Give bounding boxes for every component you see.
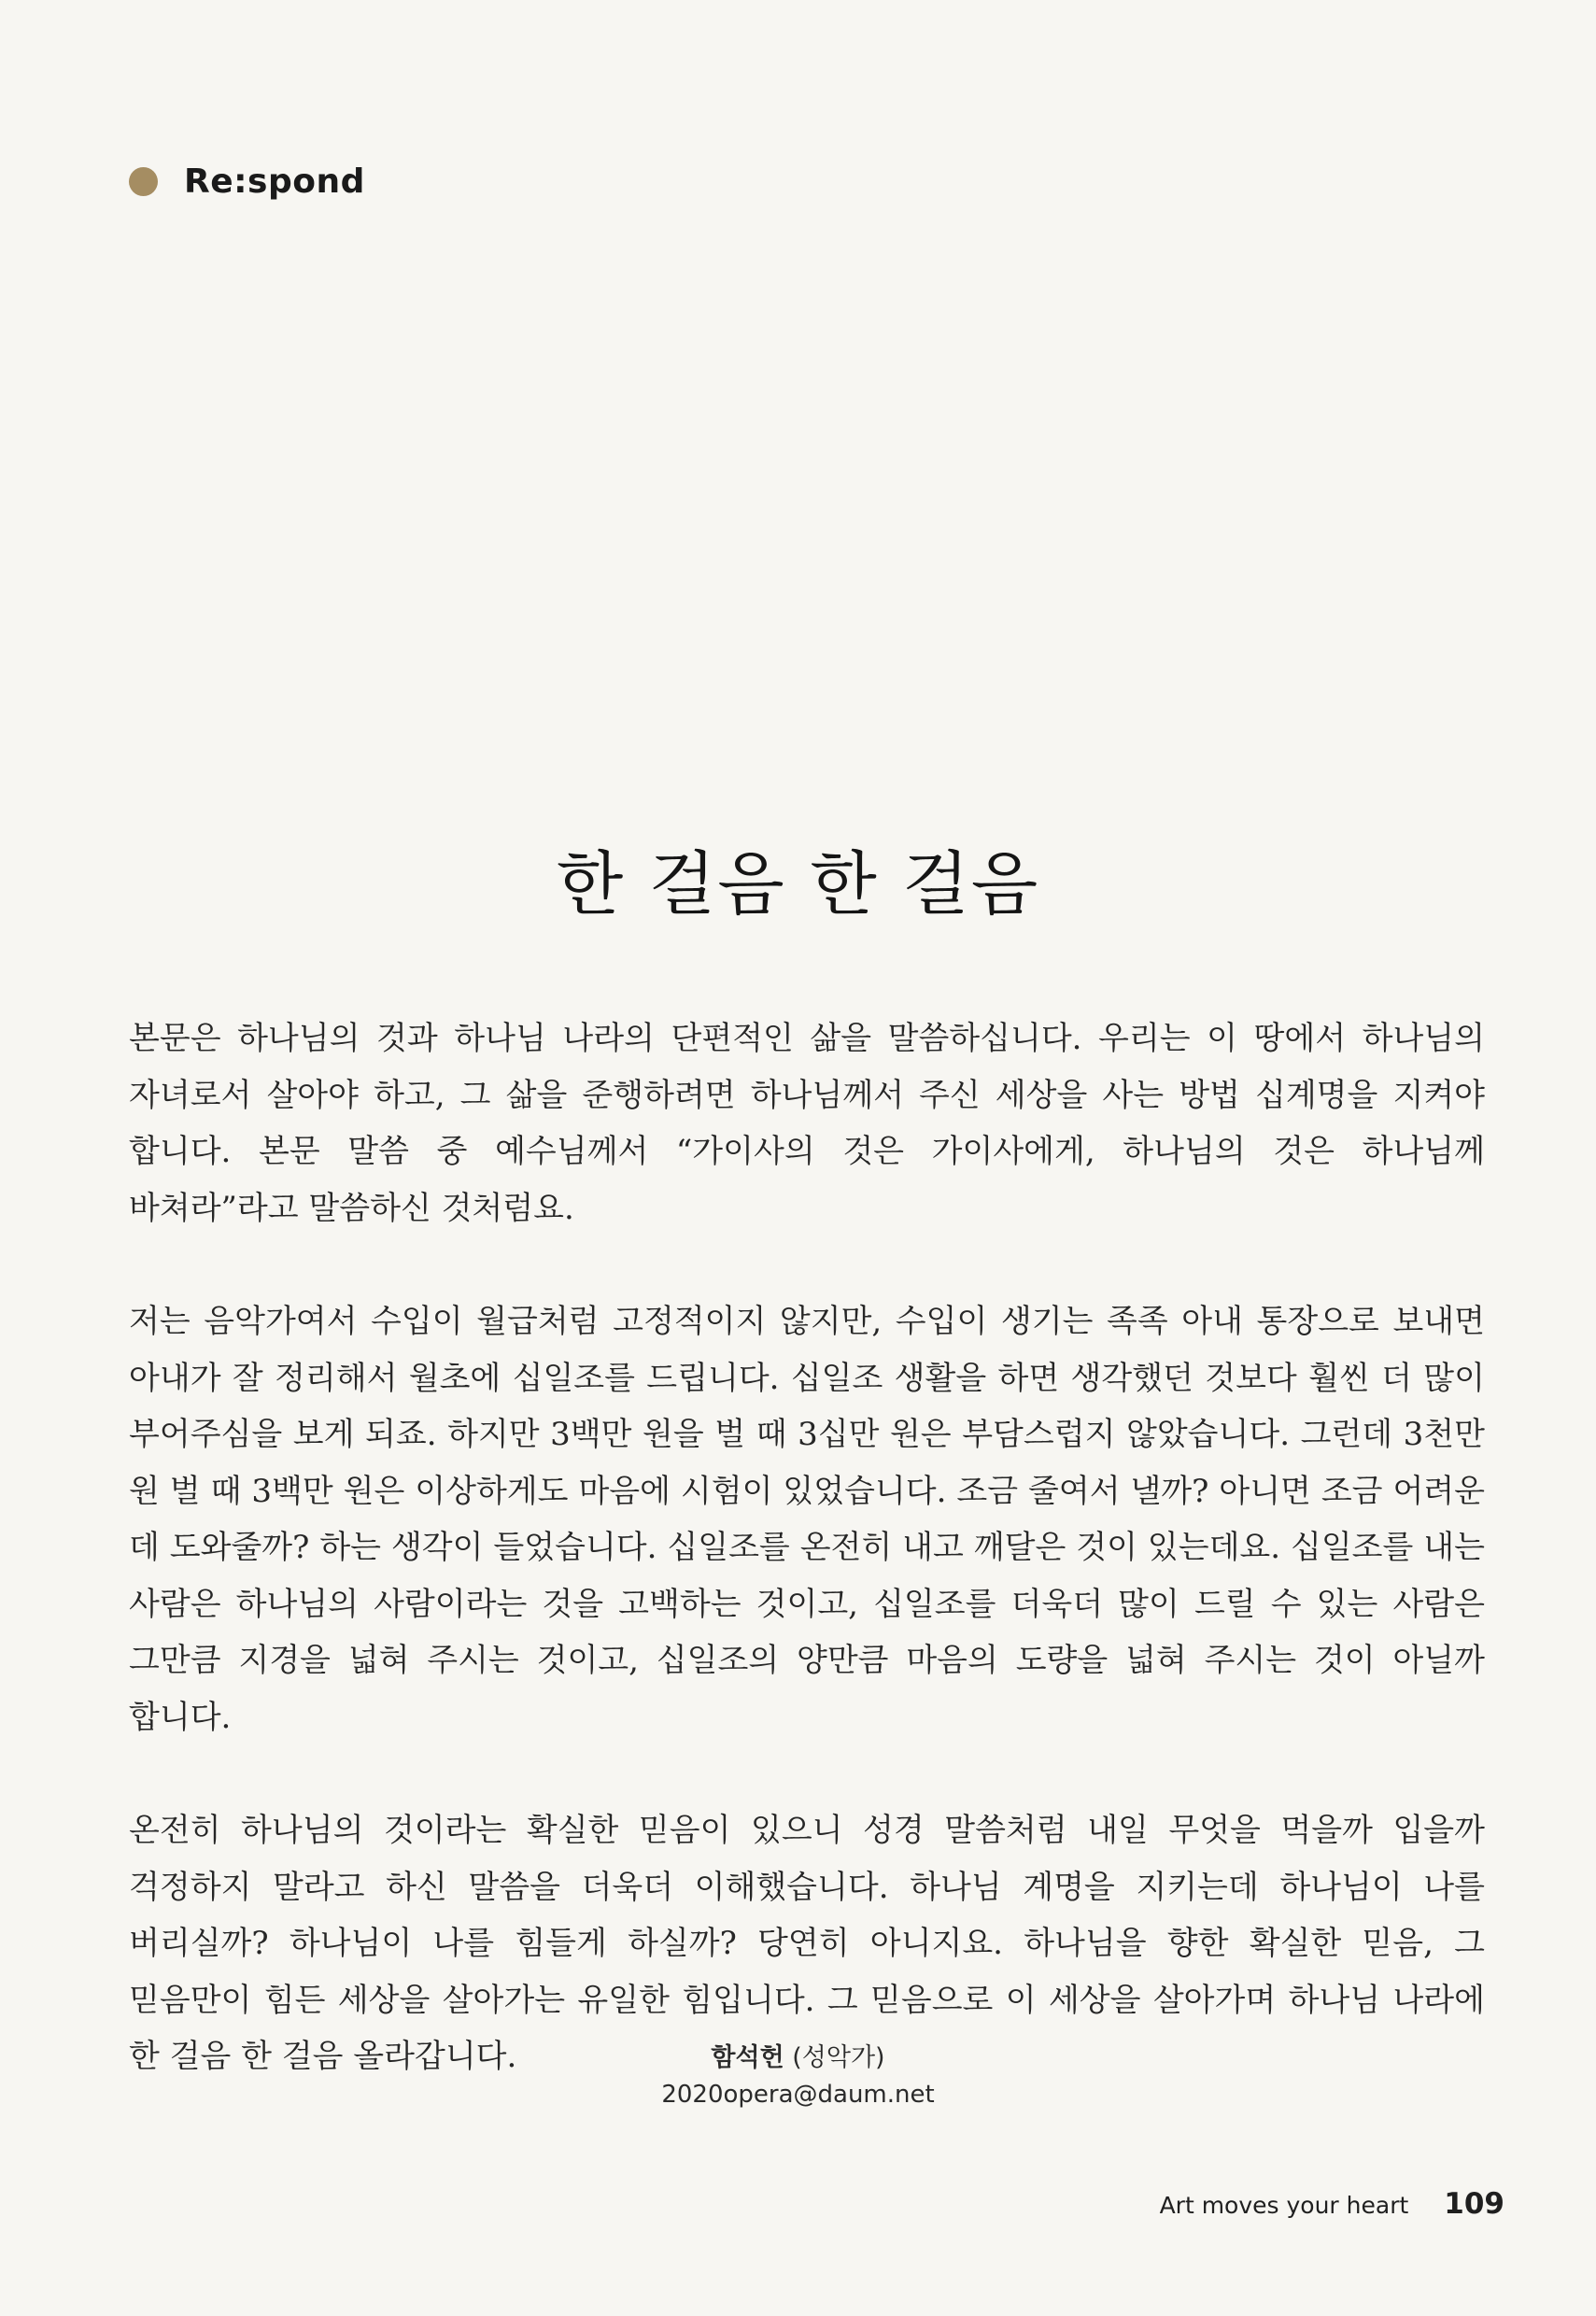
section-label: Re:spond: [184, 162, 365, 201]
bullet-dot-icon: [129, 167, 158, 196]
author-name: 함석헌: [711, 2043, 784, 2072]
page-number: 109: [1444, 2187, 1504, 2221]
body-paragraph: 본문은 하나님의 것과 하나님 나라의 단편적인 삶을 말씀하십니다. 우리는 이 땅에서 하나님의 자녀로서 살아야 하고, 그 삶을 준행하려면 하나님께서 주신 세상을 사는 방법 십계명을 지켜야 합니다. 본문 말씀 중 예수님께서 “가이사의 것은 가이사에게, 하나님의 것은 하나님께 바쳐라”라고 말씀하신 것처럼요.: [129, 1020, 1485, 1227]
section-tag: [129, 155, 365, 207]
author-email: 2020opera@daum.net: [661, 2081, 935, 2109]
author-block: [0, 2040, 1596, 2112]
footer-tagline: Art moves your heart: [1159, 2192, 1409, 2219]
author-line: [0, 2040, 1596, 2077]
page-title: 한 걸음 한 걸음: [556, 844, 1040, 925]
author-role: (성악가): [792, 2043, 885, 2072]
page-footer: [1160, 2187, 1504, 2221]
body-paragraph: 온전히 하나님의 것이라는 확실한 믿음이 있으니 성경 말씀처럼 내일 무엇을 먹을까 입을까 걱정하지 말라고 하신 말씀을 더욱더 이해했습니다. 하나님 계명을 지키는데 하나님이 나를 버리실까? 하나님이 나를 힘들게 하실까? 당연히 아니지요. 하나님을 향한 확실한 믿음, 그 믿음만이 힘든 세상을 살아가는 유일한 힘입니다. 그 믿음으로 이 세상을 살아가며 하나님 나라에 한 걸음 한 걸음 올라갑니다.: [129, 1812, 1485, 2075]
article-body: [129, 1010, 1485, 2085]
body-paragraph: 저는 음악가여서 수입이 월급처럼 고정적이지 않지만, 수입이 생기는 족족 아내 통장으로 보내면 아내가 잘 정리해서 월초에 십일조를 드립니다. 십일조 생활을 하면 생각했던 것보다 훨씬 더 많이 부어주심을 보게 되죠. 하지만 3백만 원을 벌 때 3십만 원은 부담스럽지 않았습니다. 그런데 3천만 원 벌 때 3백만 원은 이상하게도 마음에 시험이 있었습니다. 조금 줄여서 낼까? 아니면 조금 어려운 데 도와줄까? 하는 생각이 들었습니다. 십일조를 온전히 내고 깨달은 것이 있는데요. 십일조를 내는 사람은 하나님의 사람이라는 것을 고백하는 것이고, 십일조를 더욱더 많이 드릴 수 있는 사람은 그만큼 지경을 넓혀 주시는 것이고, 십일조의 양만큼 마음의 도량을 넓혀 주시는 것이 아닐까 합니다.: [129, 1303, 1485, 1736]
